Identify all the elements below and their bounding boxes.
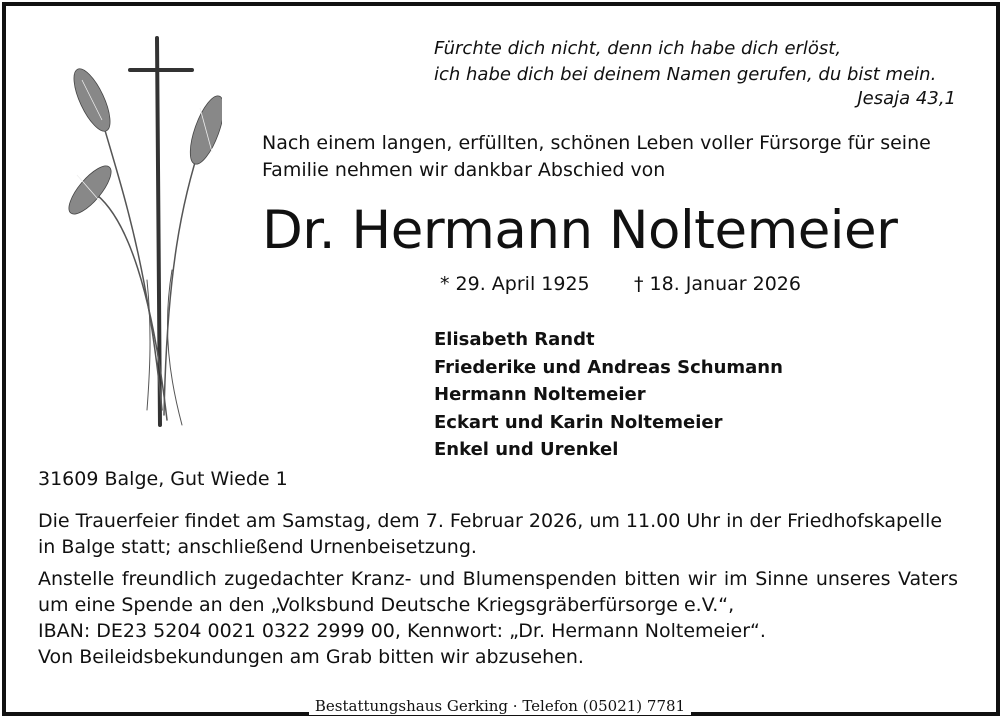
condolence-note: Von Beileidsbekundungen am Grab bitten wir abzusehen. [38,646,584,668]
footer-text: Bestattungshaus Gerking · Telefon (05021) 7781 [309,697,691,715]
mourner-4: Eckart und Karin Noltemeier [434,411,723,433]
deceased-name: Dr. Hermann Noltemeier [262,200,898,261]
intro-text [262,130,931,184]
donation-text: Anstelle freundlich zugedachter Kranz- und Blumenspenden bitten wir im Sinne unseres Vaters um eine Spende an den „Volksbund Deutsche Kriegsgräberfürsorge e.V.“, [38,568,958,616]
mourner-2: Friederike und Andreas Schumann [434,356,783,378]
intro-line-2: Familie nehmen wir dankbar Abschied von [262,159,666,181]
mourner-1: Elisabeth Randt [434,329,595,350]
bible-verse [434,36,936,88]
funeral-home-footer [0,697,1000,715]
ceremony-text: Die Trauerfeier findet am Samstag, dem 7. Februar 2026, um 11.00 Uhr in der Friedhofskapelle in Balge statt; anschließend Urnenbeisetzung. [38,510,943,558]
intro-line-1: Nach einem langen, erfüllten, schönen Leben voller Fürsorge für seine [262,132,931,154]
verse-reference: Jesaja 43,1 [857,88,956,109]
death-date: † 18. Januar 2026 [634,273,801,295]
mourners-list [434,326,783,464]
cross-with-wheat-icon [52,30,222,430]
verse-line-2: ich habe dich bei deinem Namen gerufen, du bist mein. [434,64,937,85]
iban-line: IBAN: DE23 5204 0021 0322 2999 00, Kennwort: „Dr. Hermann Noltemeier“. [38,620,766,642]
birth-date: * 29. April 1925 [440,273,590,295]
mourner-5: Enkel und Urenkel [434,439,619,460]
mourner-3: Hermann Noltemeier [434,384,646,405]
family-address: 31609 Balge, Gut Wiede 1 [38,468,288,490]
verse-line-1: Fürchte dich nicht, denn ich habe dich erlöst, [434,38,842,59]
